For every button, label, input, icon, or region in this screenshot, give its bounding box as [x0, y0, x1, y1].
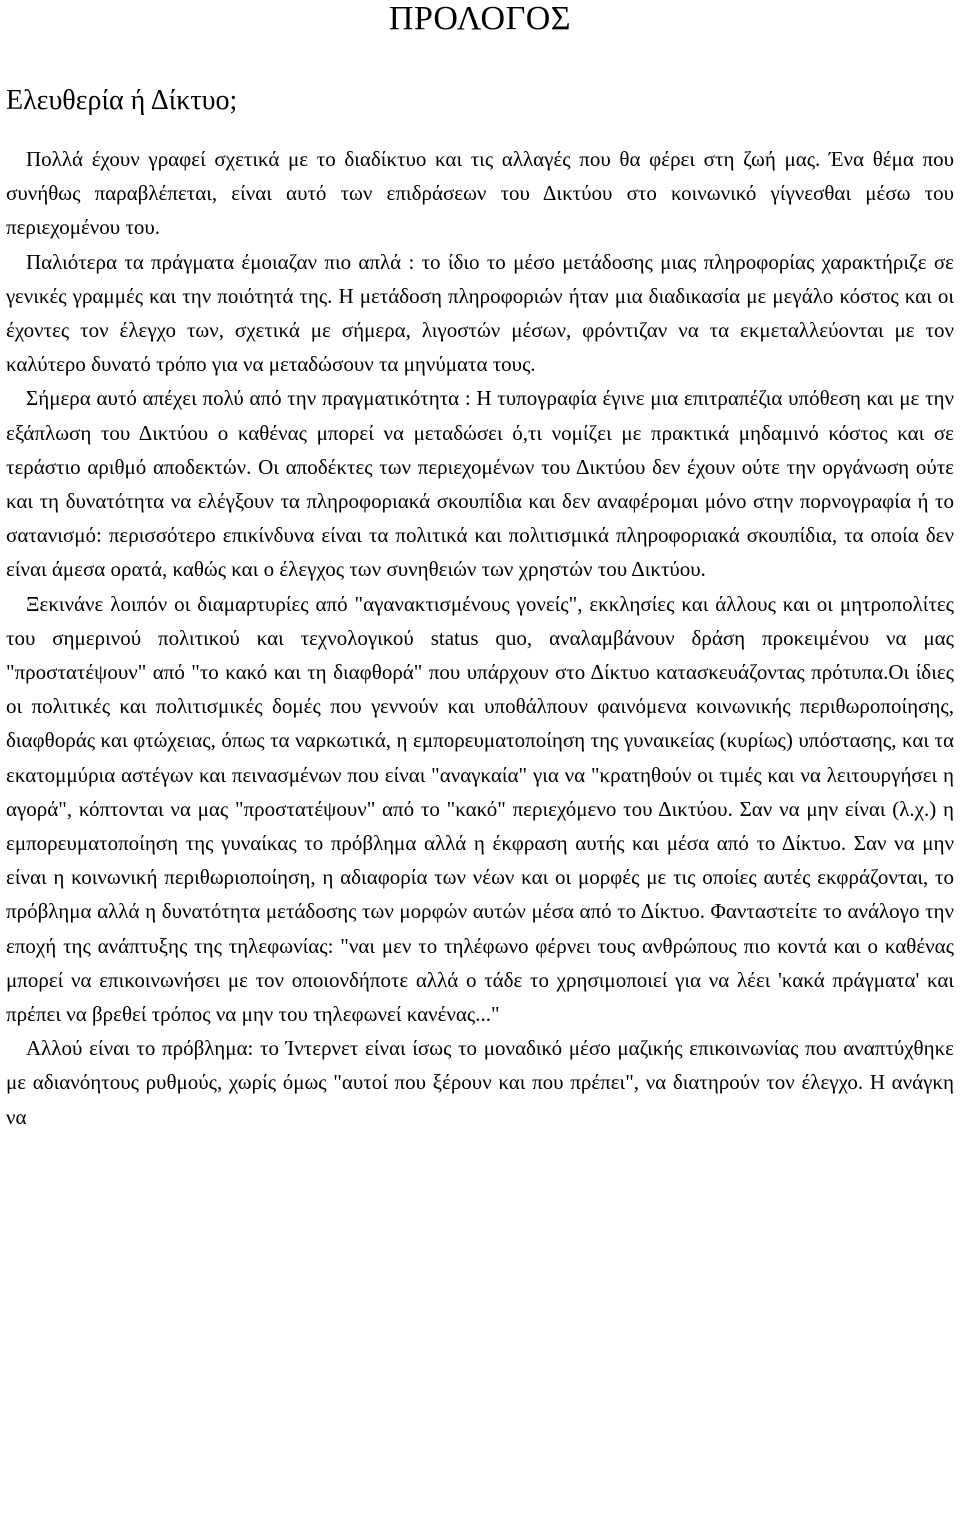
- paragraph: Σήμερα αυτό απέχει πολύ από την πραγματικότητα : Η τυπογραφία έγινε μια επιτραπέζια υπόθεση και με την εξάπλωση του Δικτύου ο καθένας μπορεί να μεταδώσει ό,τι νομίζει με πρακτικά μηδαμινό κόστος και σε τεράστιο αριθμό αποδεκτών. Οι αποδέκτες των περιεχομένων του Δικτύου δεν έχουν ούτε την οργάνωση ούτε και τη δυνατότητα να ελέγξουν τα πληροφοριακά σκουπίδια και δεν αναφέρομαι μόνο στην πορνογραφία ή το σατανισμό: περισσότερο επικίνδυνα είναι τα πολιτικά και πολιτισμικά πληροφοριακά σκουπίδια, τα οποία δεν είναι άμεσα ορατά, καθώς και ο έλεγχος των συνηθειών των χρηστών του Δικτύου.: [6, 386, 954, 582]
- document-body: [6, 142, 954, 1134]
- paragraph: Ξεκινάνε λοιπόν οι διαμαρτυρίες από "αγανακτισμένους γονείς", εκκλησίες και άλλους και οι μητροπολίτες του σημερινού πολιτικού και τεχνολογικού status quo, αναλαμβάνουν δράση προκειμένου να μας "προστατέψουν" από "το κακό και τη διαφθορά" που υπάρχουν στο Δίκτυο κατασκευάζοντας πρότυπα.Οι ίδιες οι πολιτικές και πολιτισμικές δομές που γεννούν και υποθάλπουν φαινόμενα κοινωνικής περιθωροποίησης, διαφθοράς και φτώχειας, όπως τα ναρκωτικά, η εμπορευματοποίηση της γυναικείας (κυρίως) υπόστασης, και τα εκατομμύρια αστέγων και πεινασμένων που είναι "αναγκαία" για να "κρατηθούν οι τιμές και να λειτουργήσει η αγορά", κόπτονται να μας "προστατέψουν" από το "κακό" περιεχόμενο του Δικτύου. Σαν να μην είναι (λ.χ.) η εμπορευματοποίηση της γυναίκας το πρόβλημα αλλά η έκφραση αυτής και μέσα από το Δίκτυο. Σαν να μην είναι η κοινωνική περιθωριοποίηση, η αδιαφορία των νέων και οι μορφές με τις οποίες αυτές εκφράζονται, το πρόβλημα αλλά η δυνατότητα μετάδοσης των μορφών αυτών μέσα από το Δίκτυο. Φανταστείτε το ανάλογο την εποχή της ανάπτυξης της τηλεφωνίας: "ναι μεν το τηλέφωνο φέρνει τους ανθρώπους πιο κοντά και ο καθένας μπορεί να επικοινωνήσει με τον οποιονδήποτε αλλά ο τάδε το χρησιμοποιεί για να λέει 'κακά πράγματα' και πρέπει να βρεθεί τρόπος να μην του τηλεφωνεί κανένας...": [6, 591, 954, 1027]
- document-title: ΠΡΟΛΟΓΟΣ: [388, 0, 572, 37]
- paragraph: Αλλού είναι το πρόβλημα: το Ίντερνετ είναι ίσως το μοναδικό μέσο μαζικής επικοινωνίας που αναπτύχθηκε με αδιανόητους ρυθμούς, χωρίς όμως "αυτοί που ξέρουν και που πρέπει", να διατηρούν τον έλεγχο. Η ανάγκη να: [6, 1036, 954, 1129]
- paragraph: Παλιότερα τα πράγματα έμοιαζαν πιο απλά : το ίδιο το μέσο μετάδοσης μιας πληροφορίας χαρακτήριζε σε γενικές γραμμές και την ποιότητά της. Η μετάδοση πληροφοριών ήταν μια διαδικασία με μεγάλο κόστος και οι έχοντες τον έλεγχο των, σχετικά με σήμερα, λιγοστών μέσων, φρόντιζαν να τα εκμεταλλεύονται με τον καλύτερο δυνατό τρόπο για να μεταδώσουν τα μηνύματα τους.: [6, 249, 954, 377]
- paragraph: Πολλά έχουν γραφεί σχετικά με το διαδίκτυο και τις αλλαγές που θα φέρει στη ζωή μας. Ένα θέμα που συνήθως παραβλέπεται, είναι αυτό των επιδράσεων του Δικτύου στο κοινωνικό γίγνεσθαι μέσω του περιεχομένου του.: [6, 147, 954, 240]
- section-heading: Ελευθερία ή Δίκτυο;: [6, 85, 238, 116]
